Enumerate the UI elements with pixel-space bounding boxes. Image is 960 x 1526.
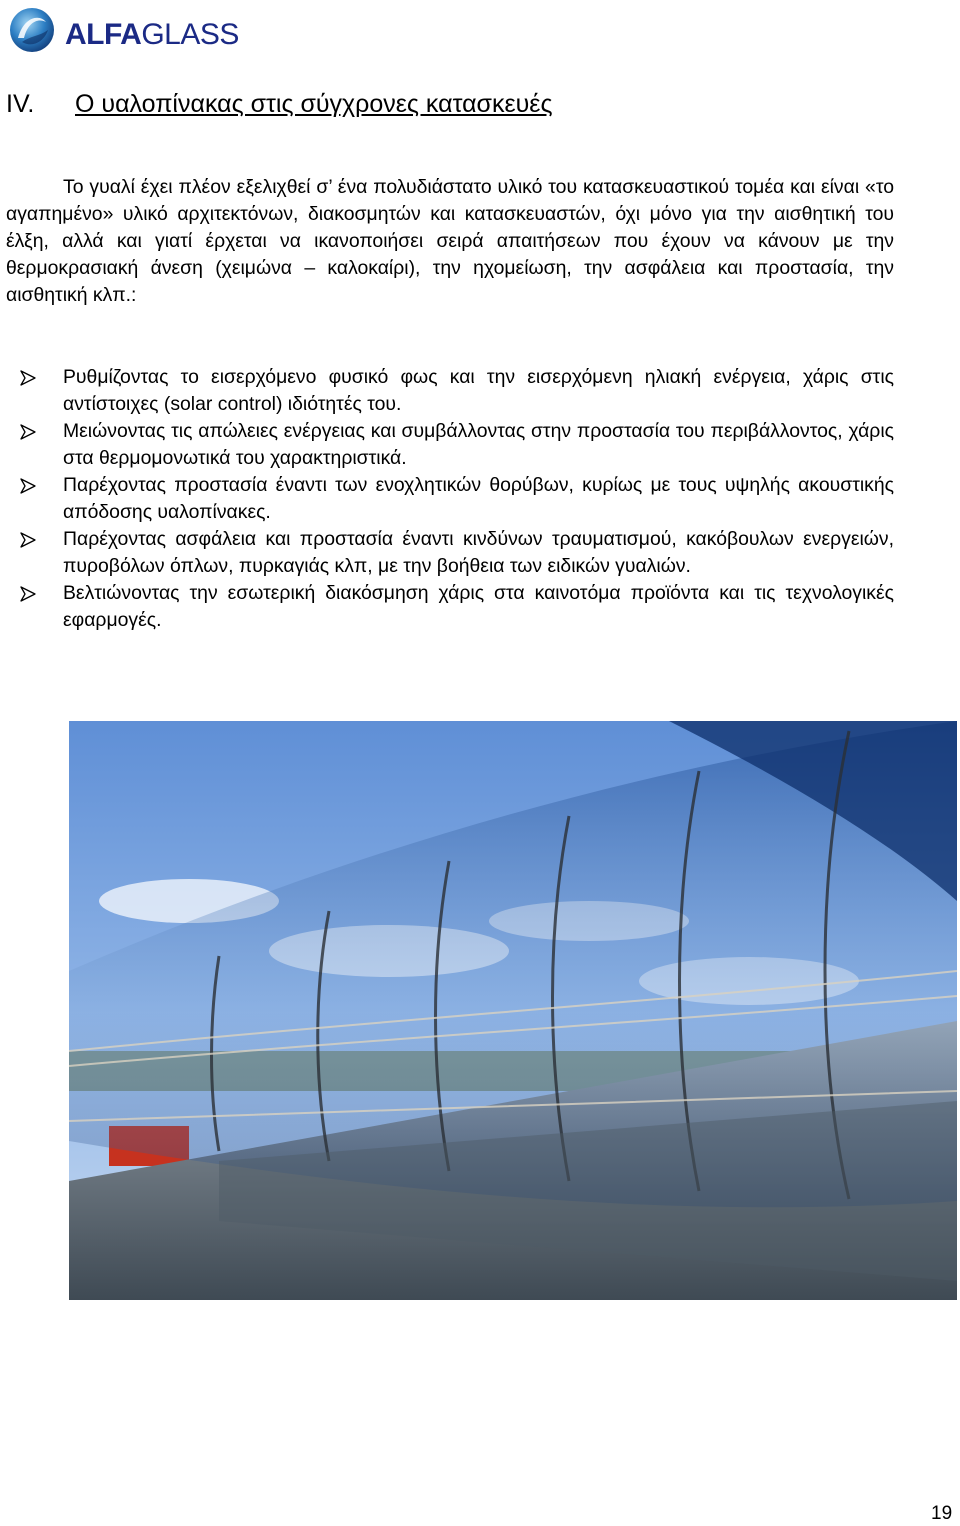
- section-number: IV.: [6, 90, 35, 118]
- bullet-text: Μειώνοντας τις απώλειες ενέργειας και συμβάλλοντας στην προστασία του περιβάλλοντος, χάρις στα θερμομονωτικά του χαρακτηριστικά.: [63, 420, 894, 469]
- page-number: 19: [931, 1503, 953, 1524]
- arrowhead-bullet-icon: [20, 478, 36, 494]
- bullet-text: Ρυθμίζοντας το εισερχόμενο φυσικό φως και την εισερχόμενη ηλιακή ενέργεια, χάρις στις αντίστοιχες (solar control) ιδιότητές του.: [63, 366, 894, 415]
- logo-emblem-icon: [8, 6, 56, 54]
- logo-wordmark-light: GLASS: [141, 18, 239, 51]
- logo-wordmark-bold: ALFA: [65, 18, 142, 51]
- arrowhead-bullet-icon: [20, 532, 36, 548]
- list-item: [6, 418, 894, 472]
- bullet-text: Παρέχοντας ασφάλεια και προστασία έναντι κινδύνων τραυματισμού, κακόβουλων ενεργειών, πυροβόλων όπλων, πυρκαγιάς κλπ, με την βοήθεια των ειδικών γυαλιών.: [63, 528, 894, 577]
- bullet-text: Βελτιώνοντας την εσωτερική διακόσμηση χάρις στα καινοτόμα προϊόντα και τις τεχνολογικές εφαρμογές.: [63, 582, 894, 631]
- arrowhead-bullet-icon: [20, 370, 36, 386]
- intro-text: Το γυαλί έχει πλέον εξελιχθεί σ’ ένα πολυδιάστατο υλικό του κατασκευαστικού τομέα και είναι «το αγαπημένο» υλικό αρχιτεκτόνων, διακοσμητών και κατασκευαστών, όχι μόνο για την αισθητική του έλξη, αλλά και γιατί έρχεται να ικανοποιήσει σειρά απαιτήσεων που έχουν να κάνουν με την θερμοκρασιακή άνεση (χειμώνα – καλοκαίρι), την ηχομείωση, την ασφάλεια και προστασία, την αισθητική κλπ.:: [6, 176, 894, 306]
- section-title: Ο υαλοπίνακας στις σύγχρονες κατασκευές: [75, 90, 553, 118]
- logo-wordmark: [65, 18, 239, 52]
- bullet-list: [6, 364, 894, 634]
- arrowhead-bullet-icon: [20, 586, 36, 602]
- alfaglass-logo: [8, 6, 238, 56]
- arrowhead-bullet-icon: [20, 424, 36, 440]
- list-item: [6, 580, 894, 634]
- glass-walkway-photo: [69, 721, 957, 1300]
- list-item: [6, 526, 894, 580]
- bullet-text: Παρέχοντας προστασία έναντι των ενοχλητικών θορύβων, κυρίως με τους υψηλής ακουστικής απόδοσης υαλοπίνακες.: [63, 474, 894, 523]
- intro-paragraph: [6, 174, 894, 309]
- list-item: [6, 472, 894, 526]
- list-item: [6, 364, 894, 418]
